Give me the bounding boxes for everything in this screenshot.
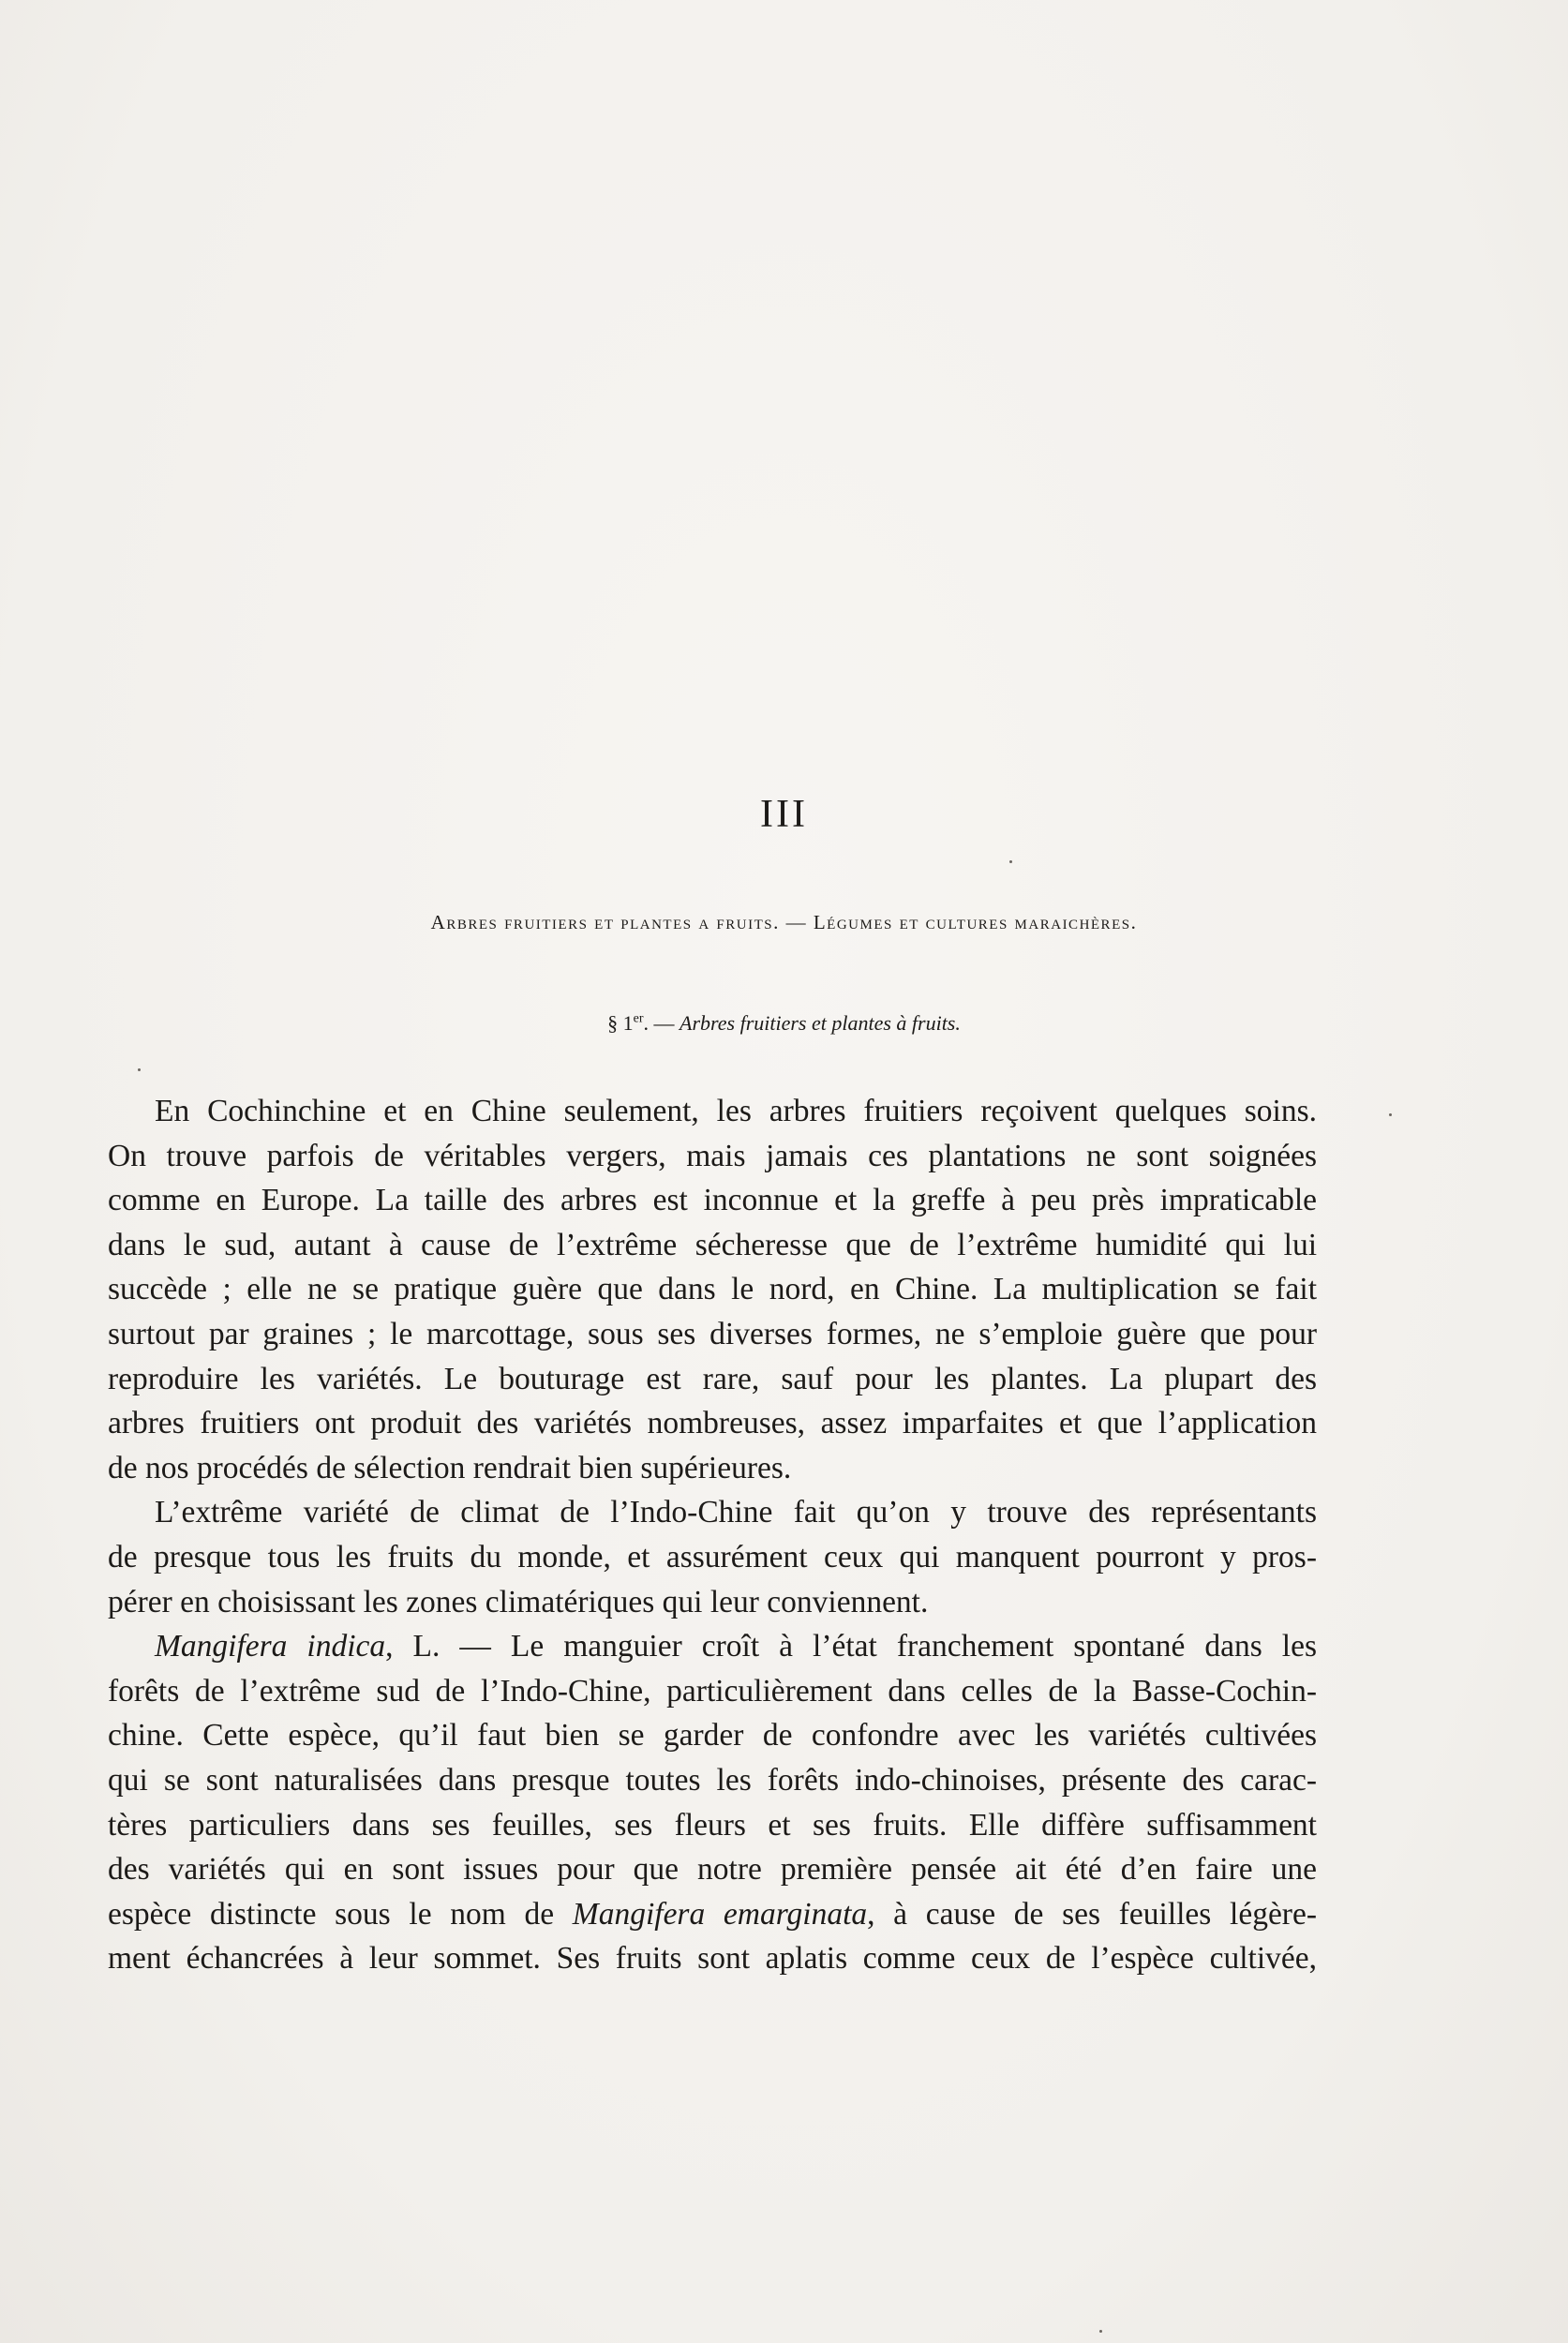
- text-line: de presque tous les fruits du monde, et assurément ceux qui manquent pourront y pros-: [108, 1539, 1317, 1574]
- text-line: [108, 1624, 1317, 1669]
- paper-speck: [1099, 2330, 1102, 2333]
- species-suffix: , L. — Le manguier croît à l’état franchement spontané dans les: [385, 1629, 1317, 1664]
- section-title: Arbres fruitiers et plantes à fruits.: [679, 1011, 961, 1035]
- section-heading: [0, 1011, 1568, 1036]
- paragraph-climate: [108, 1490, 1317, 1624]
- species-name: Mangifera indica: [155, 1629, 386, 1664]
- line-suffix: , à cause de ses feuilles légère-: [867, 1896, 1317, 1932]
- text-line: surtout par graines ; le marcottage, sous ses diverses formes, ne s’emploie guère que pour: [108, 1316, 1317, 1351]
- text-line: dans le sud, autant à cause de l’extrême sécheresse que de l’extrême humidité qui lui: [108, 1227, 1317, 1262]
- text-line: reproduire les variétés. Le bouturage est rare, sauf pour les plantes. La plupart des: [108, 1361, 1317, 1396]
- section-symbol: § 1: [607, 1011, 634, 1035]
- paper-speck: [1009, 860, 1012, 863]
- paper-speck: [138, 1068, 141, 1071]
- text-line: [108, 1892, 1317, 1937]
- chapter-title: Arbres fruitiers et plantes a fruits. — Légumes et cultures maraichères.: [430, 911, 1138, 933]
- section-separator: . —: [643, 1011, 680, 1035]
- text-line: succède ; elle ne se pratique guère que dans le nord, en Chine. La multiplication se fait: [108, 1272, 1317, 1307]
- text-line: En Cochinchine et en Chine seulement, les arbres fruitiers reçoivent quelques soins.: [155, 1094, 1317, 1128]
- body-text: [108, 1089, 1317, 1981]
- text-line: pérer en choisissant les zones climatériques qui leur conviennent.: [108, 1584, 929, 1619]
- text-line: forêts de l’extrême sud de l’Indo-Chine, particulièrement dans celles de la Basse-Cochin-: [108, 1673, 1317, 1709]
- text-line: qui se sont naturalisées dans presque toutes les forêts indo-chinoises, présente des carac-: [108, 1762, 1317, 1798]
- text-line: de nos procédés de sélection rendrait bien supérieures.: [108, 1450, 792, 1485]
- paragraph-cultivation: [108, 1089, 1317, 1490]
- text-line: tères particuliers dans ses feuilles, ses fleurs et ses fruits. Elle diffère suffisamment: [108, 1807, 1317, 1843]
- chapter-number: III: [760, 793, 808, 836]
- text-line: On trouve parfois de véritables vergers, mais jamais ces plantations ne sont soignées: [108, 1138, 1317, 1173]
- text-line: chine. Cette espèce, qu’il faut bien se garder de confondre avec les variétés cultivées: [108, 1718, 1317, 1754]
- paragraph-mangifera: [108, 1624, 1317, 1981]
- text-line: comme en Europe. La taille des arbres est inconnue et la greffe à peu près impraticable: [108, 1183, 1317, 1218]
- text-line: arbres fruitiers ont produit des variétés nombreuses, assez imparfaites et que l’application: [108, 1406, 1317, 1441]
- text-line: ment échancrées à leur sommet. Ses fruits sont aplatis comme ceux de l’espèce cultivée,: [108, 1941, 1317, 1977]
- species-name-emarginata: Mangifera emarginata: [572, 1896, 868, 1932]
- paper-speck: [1389, 1113, 1392, 1116]
- text-line: L’extrême variété de climat de l’Indo-Chine fait qu’on y trouve des représentants: [155, 1495, 1317, 1530]
- text-line: des variétés qui en sont issues pour que notre première pensée ait été d’en faire une: [108, 1852, 1317, 1888]
- line-prefix: espèce distincte sous le nom de: [108, 1896, 573, 1932]
- section-ordinal-suffix: er: [633, 1011, 644, 1026]
